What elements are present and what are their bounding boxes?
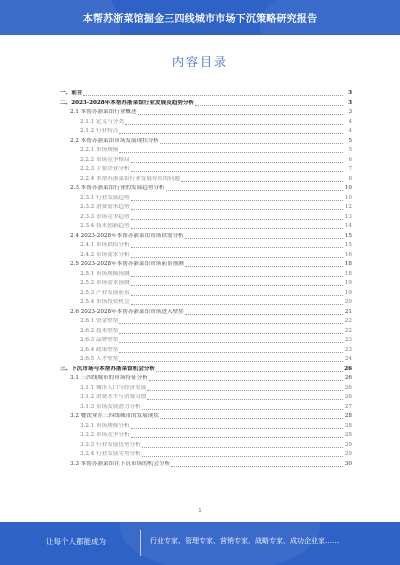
toc-entry[interactable] [60, 297, 352, 306]
toc-entry-title: 2.6.5 人才壁垒 [80, 356, 119, 362]
toc-leader-dots [185, 314, 343, 315]
toc-leader-dots [119, 323, 343, 324]
toc-entry-page: 23 [344, 346, 352, 353]
toc-leader-dots [131, 228, 343, 229]
toc-entry-page: 15 [344, 242, 352, 248]
toc-entry[interactable] [60, 288, 352, 297]
toc-entry-page: 5 [348, 147, 352, 153]
toc-entry-title: 2.3 本帮苏浙菜馆行业的发展趋势分析 [70, 185, 165, 191]
toc-entry[interactable] [60, 430, 352, 439]
toc-entry-page: 22 [344, 327, 352, 334]
toc-entry-title: 2.2.3 主要企业分析 [80, 166, 130, 172]
toc-entry-page: 20 [344, 299, 352, 305]
toc-leader-dots [119, 342, 343, 343]
toc-entry-page: 22 [344, 318, 352, 324]
toc-entry-page: 23 [344, 337, 352, 343]
toc-leader-dots [131, 257, 343, 258]
footer-divider [140, 530, 141, 556]
toc-entry-title: 2.6.3 品牌壁垒 [80, 337, 119, 343]
toc-leader-dots [142, 447, 343, 448]
toc-leader-dots [185, 238, 343, 239]
toc-entry-title: 2.3.1 行业发展趋势 [80, 194, 130, 201]
toc-entry-page: 15 [344, 232, 352, 239]
toc-leader-dots [131, 219, 343, 220]
toc-leader-dots [131, 209, 343, 210]
toc-leader-dots [160, 418, 343, 419]
toc-entry-page: 14 [344, 223, 352, 229]
toc-entry-title: 2.2 本帮苏浙菜馆市场发展现状分析 [70, 137, 159, 144]
toc-entry-page: 10 [344, 185, 352, 191]
toc-leader-dots [131, 304, 343, 305]
toc-entry[interactable] [60, 411, 352, 420]
toc-entry[interactable] [60, 155, 352, 164]
toc-entry[interactable] [60, 373, 352, 382]
toc-leader-dots [181, 181, 343, 182]
toc-leader-dots [142, 409, 343, 410]
toc-entry-page: 18 [344, 261, 352, 267]
toc-entry-title: 2.6.2 技术壁垒 [80, 327, 119, 334]
toc-entry-page: 24 [344, 356, 352, 362]
toc-entry-page: 3 [348, 99, 352, 106]
toc-leader-dots [149, 380, 343, 381]
toc-entry-page: 16 [344, 251, 352, 258]
toc-entry-page: 3 [348, 109, 352, 115]
toc-leader-dots [131, 200, 343, 201]
toc-entry[interactable] [60, 221, 352, 230]
toc-entry[interactable] [60, 164, 352, 173]
toc-entry-title: 2.3.4 技术创新趋势 [80, 223, 130, 229]
footer-banner [0, 522, 400, 565]
toc-entry-title: 2.2.4 本帮苏浙菜馆行业发展存在的问题 [80, 175, 180, 182]
toc-entry[interactable] [60, 107, 352, 116]
page-number: 1 [198, 508, 202, 514]
header-banner [0, 0, 400, 35]
toc-leader-dots [131, 247, 343, 248]
toc-entry[interactable] [60, 383, 352, 392]
toc-leader-dots [156, 371, 343, 372]
toc-entry-page: 28 [344, 413, 352, 419]
toc-entry-title: 2.4 2023-2028年本帮苏浙菜馆市场供需分析 [70, 232, 184, 239]
toc-leader-dots [131, 171, 343, 172]
toc-leader-dots [195, 105, 343, 106]
toc-leader-dots [125, 124, 343, 125]
toc-entry[interactable] [60, 354, 352, 363]
toc-leader-dots [131, 276, 343, 277]
toc-entry-page: 26 [344, 365, 352, 372]
toc-entry-page: 26 [344, 394, 352, 400]
toc-entry-title: 2.5.4 市场投资机会 [80, 299, 130, 305]
toc-leader-dots [160, 143, 343, 144]
toc-entry-title: 2.6.4 政策壁垒 [80, 346, 119, 353]
toc-leader-dots [131, 162, 343, 163]
toc-entry[interactable] [60, 88, 352, 97]
toc-entry-title: 三、下沉市场与本帮苏浙菜馆机会分析 [60, 365, 156, 372]
toc-entry-title: 2.1 本帮苏浙菜馆行业概述 [70, 109, 137, 115]
toc-leader-dots [119, 152, 343, 153]
toc-entry[interactable] [60, 326, 352, 335]
toc-entry[interactable] [60, 259, 352, 268]
toc-entry[interactable] [60, 136, 352, 145]
toc-entry-title: 一、前言 [60, 90, 83, 96]
toc-entry-title: 3.2.4 行业发展劣势分析 [80, 451, 141, 457]
toc-entry-title: 2.4.1 市场供给分析 [80, 242, 130, 248]
toc-entry-page: 21 [344, 308, 352, 315]
toc-leader-dots [119, 361, 343, 362]
toc-entry-title: 2.3.3 市场竞争趋势 [80, 213, 130, 220]
toc-entry-title: 2.1.2 行业特点 [80, 128, 119, 134]
toc-entry-page: 3 [348, 90, 352, 96]
toc-entry-title: 2.2.2 市场竞争格局 [80, 156, 130, 163]
toc-entry[interactable] [60, 316, 352, 325]
toc-leader-dots [119, 133, 343, 134]
toc-entry-page: 19 [344, 289, 352, 296]
toc-entry-page: 13 [344, 213, 352, 220]
toc-entry-title: 3.1.2 消费水平与消费习惯 [80, 394, 147, 400]
toc-leader-dots [142, 456, 343, 457]
toc-entry-page: 29 [344, 441, 352, 448]
toc-entry[interactable] [60, 392, 352, 401]
toc-entry-title: 3.3 本帮苏浙菜馆在下沉市场的机会分析 [70, 460, 171, 467]
toc-entry-page: 26 [344, 375, 352, 381]
toc-entry-title: 3.1 三四线城市的市场特征分析 [70, 375, 148, 381]
toc-entry-title: 二、2023-2028年本帮苏浙菜馆行业发展及趋势分析 [60, 99, 195, 106]
toc-entry-page: 8 [348, 175, 352, 182]
toc-entry-page: 26 [344, 384, 352, 391]
footer-brand: 让每个人都能成为 [46, 537, 106, 546]
toc-title: 内容目录 [171, 55, 228, 69]
toc-leader-dots [119, 333, 343, 334]
toc-entry-title: 2.4.2 市场需求分析 [80, 251, 130, 258]
toc-entry-page: 6 [348, 156, 352, 163]
toc-entry-page: 27 [344, 403, 352, 410]
toc-entry-page: 29 [344, 451, 352, 457]
toc-entry[interactable] [60, 250, 352, 259]
toc-entry-page: 4 [348, 118, 352, 125]
toc-entry[interactable] [60, 278, 352, 287]
toc-leader-dots [131, 295, 343, 296]
toc-leader-dots [131, 285, 343, 286]
toc-leader-dots [83, 95, 343, 96]
toc-entry-title: 3.2.3 行业发展优势分析 [80, 441, 141, 448]
footer-slogan: 行业专家、管理专家、营销专家、战略专家、成功企业家…… [150, 537, 339, 545]
toc-entry-page: 4 [348, 128, 352, 134]
toc-entry[interactable] [60, 421, 352, 430]
toc-entry-title: 3.2.2 市场竞争分析 [80, 432, 130, 438]
toc-entry-title: 2.3.2 消费需求趋势 [80, 204, 130, 210]
toc-entry[interactable] [60, 183, 352, 192]
toc-entry-page: 19 [344, 280, 352, 286]
toc-entry[interactable] [60, 126, 352, 135]
toc-entry-page: 18 [344, 270, 352, 277]
toc-entry[interactable] [60, 231, 352, 240]
toc-entry[interactable] [60, 240, 352, 249]
toc-entry-title: 2.5.2 市场需求预测 [80, 280, 130, 286]
toc-entry-title: 2.5.3 产业发展前景 [80, 289, 130, 296]
toc-entry[interactable] [60, 145, 352, 154]
toc-entry-title: 2.2.1 市场规模 [80, 147, 119, 153]
toc-entry-page: 7 [348, 166, 352, 172]
toc-leader-dots [185, 266, 343, 267]
toc-entry-page: 28 [344, 432, 352, 438]
toc-entry-page: 10 [344, 194, 352, 201]
toc-entry-title: 3.1.1 城市人口与经济发展 [80, 384, 147, 391]
toc-entry[interactable] [60, 364, 352, 373]
toc-entry[interactable] [60, 345, 352, 354]
toc-entry[interactable] [60, 307, 352, 316]
toc-leader-dots [166, 190, 343, 191]
toc-leader-dots [147, 390, 343, 391]
toc-entry[interactable] [60, 449, 352, 458]
toc-entry[interactable] [60, 193, 352, 202]
toc-entry-title: 2.5 2023-2028年本帮苏浙菜馆市场前景预测 [70, 261, 184, 267]
toc-entry-page: 5 [348, 137, 352, 144]
toc-entry[interactable] [60, 212, 352, 221]
toc-entry-title: 2.1.1 定义与分类 [80, 118, 124, 125]
toc-entry-title: 2.6.1 资金壁垒 [80, 318, 119, 324]
toc-entry[interactable] [60, 117, 352, 126]
report-title: 本帮苏浙菜馆掘金三四线城市市场下沉策略研究报告 [82, 14, 318, 25]
toc-leader-dots [171, 466, 343, 467]
toc-entry-title: 3.2.1 市场规模分析 [80, 422, 130, 429]
toc-entry[interactable] [60, 440, 352, 449]
toc-entry-title: 2.5.1 市场规模预测 [80, 270, 130, 277]
toc-leader-dots [119, 352, 343, 353]
toc-entry-title: 2.6 2023-2028年本帮苏浙菜馆市场进入壁垒 [70, 308, 184, 315]
toc-entry[interactable] [60, 402, 352, 411]
toc-entry[interactable] [60, 459, 352, 468]
toc-entry-page: 30 [344, 460, 352, 467]
toc-leader-dots [131, 437, 343, 438]
toc-entry[interactable] [60, 335, 352, 344]
toc-entry[interactable] [60, 98, 352, 107]
toc-entry[interactable] [60, 174, 352, 183]
toc-entry-page: 12 [344, 204, 352, 210]
toc-leader-dots [138, 114, 343, 115]
toc-entry-page: 28 [344, 422, 352, 429]
toc-entry-title: 3.2 餐饮业在三四线城市的发展现状 [70, 413, 159, 419]
toc-leader-dots [131, 428, 343, 429]
toc-leader-dots [147, 399, 343, 400]
toc-entry[interactable] [60, 202, 352, 211]
toc-entry-title: 3.1.3 市场发展潜力分析 [80, 403, 141, 410]
toc-entry[interactable] [60, 269, 352, 278]
